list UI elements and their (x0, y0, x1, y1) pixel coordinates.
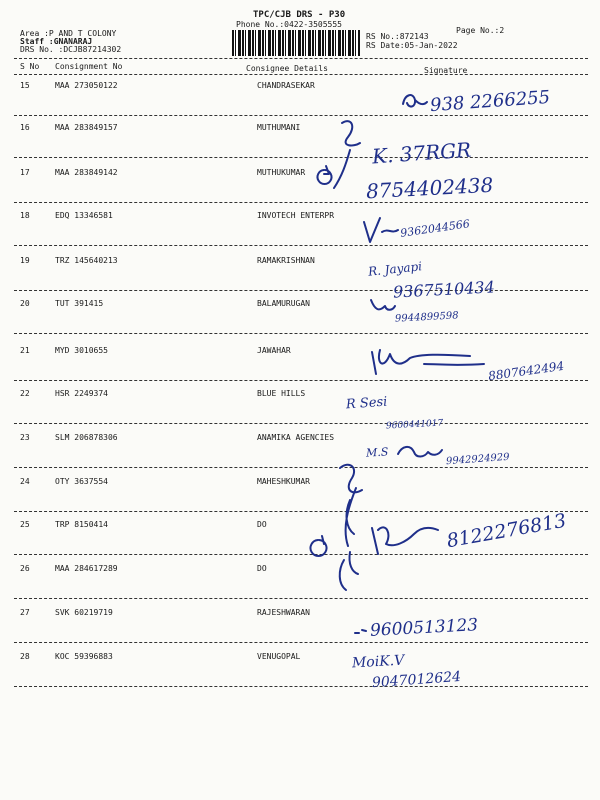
row-serial-number: 26 (20, 564, 30, 573)
row-consignee-name: BLUE HILLS (257, 389, 306, 398)
row-serial-number: 19 (20, 256, 30, 265)
header-divider-top (14, 58, 588, 59)
row-consignee-name: MUTHUKUMAR (257, 168, 306, 177)
signature-scribble-23 (398, 447, 442, 457)
row-serial-number: 17 (20, 168, 30, 177)
signature-phone-27: 9600513123 (369, 615, 479, 641)
signature-scribble-24 (340, 465, 362, 546)
row-divider (14, 598, 588, 599)
row-serial-number: 22 (20, 389, 30, 398)
row-divider (14, 245, 588, 246)
row-consignment-number: SVK 60219719 (55, 608, 113, 617)
signature-phone-19: 9367510434 (392, 277, 496, 302)
col-s-no: S No (20, 62, 40, 71)
row-serial-number: 20 (20, 299, 30, 308)
signature-scribble-21 (372, 350, 484, 374)
rs-number: RS No.:872143 (366, 32, 429, 41)
row-divider (14, 423, 588, 424)
signature-scribble-15 (403, 95, 427, 106)
signature-phone-28: 9047012624 (371, 668, 462, 692)
row-consignee-name: RAJESHWARAN (257, 608, 310, 617)
page-title: TPC/CJB DRS - P30 (253, 10, 346, 20)
row-consignee-name: RAMAKRISHNAN (257, 256, 315, 265)
row-consignment-number: MAA 283849142 (55, 168, 118, 177)
signature-name-23: M.S (365, 445, 389, 460)
drs-number: DRS No. :DCJB87214302 (20, 45, 122, 54)
signature-name-16: K. 37RGR (371, 137, 472, 169)
row-consignment-number: MYD 3010655 (55, 346, 108, 355)
row-consignment-number: MAA 284617289 (55, 564, 118, 573)
row-consignee-name: CHANDRASEKAR (257, 81, 315, 90)
row-consignment-number: MAA 273050122 (55, 81, 118, 90)
signature-phone-23: 9942924929 (445, 451, 510, 468)
row-consignee-name: INVOTECH ENTERPR (257, 211, 335, 220)
row-consignee-name: BALAMURUGAN (257, 299, 310, 308)
row-divider (14, 157, 588, 158)
row-consignment-number: SLM 206878306 (55, 433, 118, 442)
signature-name-28: MoiK.V (351, 652, 405, 672)
row-serial-number: 28 (20, 652, 30, 661)
row-consignment-number: MAA 283849157 (55, 123, 118, 132)
rs-date: RS Date:05-Jan-2022 (366, 41, 458, 50)
signature-scribble-18 (364, 218, 398, 242)
row-serial-number: 27 (20, 608, 30, 617)
row-serial-number: 25 (20, 520, 30, 529)
col-consignee-details: Consignee Details (246, 64, 328, 73)
signature-phone-25: 8122276813 (445, 509, 568, 553)
signature-phone-17: 8754402438 (365, 172, 494, 204)
row-divider (14, 115, 588, 116)
row-consignment-number: OTY 3637554 (55, 477, 108, 486)
row-consignee-name: DO (257, 520, 267, 529)
row-consignment-number: TUT 391415 (55, 299, 104, 308)
row-consignee-name: ANAMIKA AGENCIES (257, 433, 335, 442)
page-number: Page No.:2 (456, 26, 505, 35)
signature-scribble-25 (311, 527, 439, 556)
signature-phone-18: 9362044566 (399, 217, 471, 240)
signature-scribble-17 (318, 166, 332, 184)
row-divider (14, 467, 588, 468)
row-consignee-name: VENUGOPAL (257, 652, 301, 661)
row-divider (14, 290, 588, 291)
row-consignment-number: TRZ 145640213 (55, 256, 118, 265)
barcode-image (232, 30, 360, 56)
col-signature: Signature (424, 66, 468, 75)
row-serial-number: 15 (20, 81, 30, 90)
staff-label: Staff :GNANARAJ (20, 37, 93, 46)
row-consignee-name: JAWAHAR (257, 346, 291, 355)
header-divider-bottom (14, 74, 588, 75)
row-consignment-number: HSR 2249374 (55, 389, 108, 398)
col-consignment-no: Consignment No (55, 62, 123, 71)
row-divider (14, 333, 588, 334)
row-serial-number: 23 (20, 433, 30, 442)
row-divider (14, 511, 588, 512)
row-divider (14, 686, 588, 687)
signature-phone-20: 9944899598 (394, 310, 459, 325)
row-divider (14, 202, 588, 203)
row-consignment-number: TRP 8150414 (55, 520, 108, 529)
area-label: Area :P AND T COLONY (20, 29, 117, 38)
signature-scribble-16 (334, 121, 360, 188)
signature-scribble-26 (340, 552, 358, 590)
row-consignee-name: DO (257, 564, 267, 573)
row-consignment-number: KOC 59396883 (55, 652, 113, 661)
row-serial-number: 24 (20, 477, 30, 486)
row-consignee-name: MAHESHKUMAR (257, 477, 310, 486)
signature-scribble-27 (355, 630, 366, 633)
row-serial-number: 18 (20, 211, 30, 220)
row-serial-number: 16 (20, 123, 30, 132)
row-consignee-name: MUTHUMANI (257, 123, 301, 132)
signature-phone-21: 8807642494 (487, 358, 565, 384)
phone-number: Phone No.:0422-3505555 (236, 20, 342, 29)
row-serial-number: 21 (20, 346, 30, 355)
signature-phone-22: 9600441017 (385, 418, 444, 432)
signature-scribble-20 (371, 300, 395, 310)
row-consignment-number: EDQ 13346581 (55, 211, 113, 220)
row-divider (14, 554, 588, 555)
row-divider (14, 642, 588, 643)
signature-name-22: R Sesi (345, 394, 388, 413)
signature-phone-15: 938 2266255 (429, 86, 551, 117)
signature-name-19: R. Jayapi (367, 259, 423, 279)
